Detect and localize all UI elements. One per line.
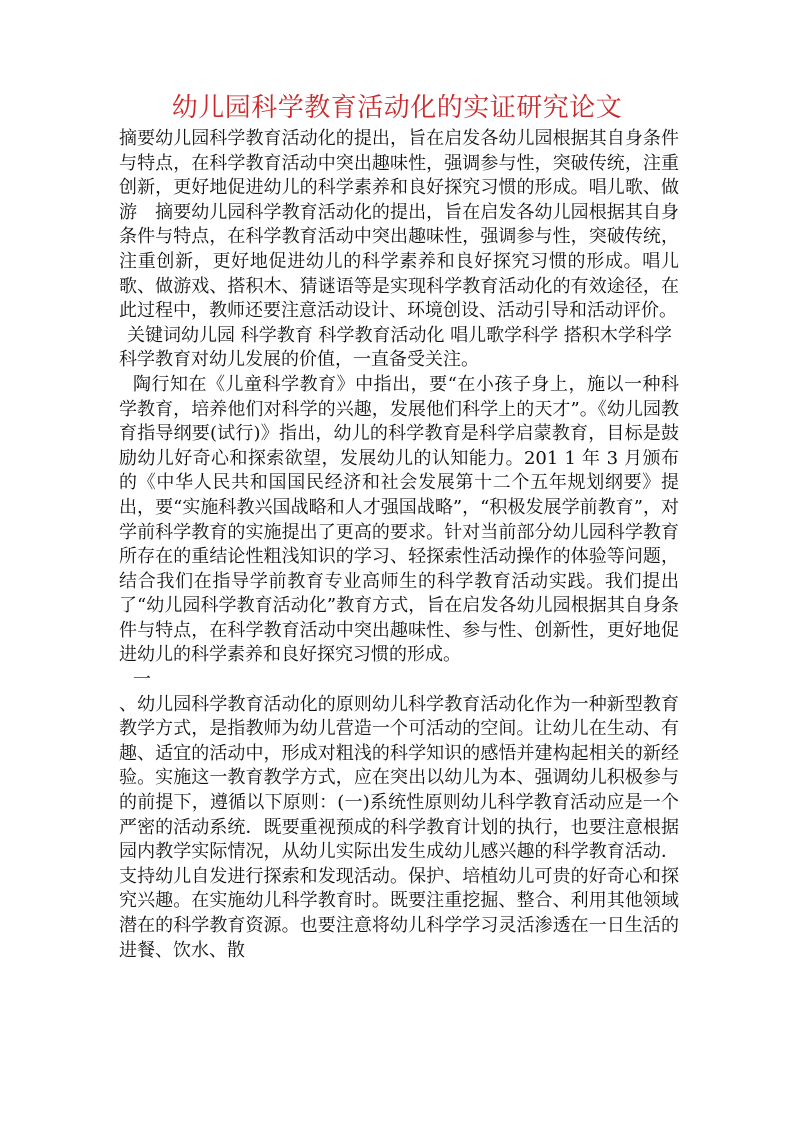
section-number: 一 bbox=[133, 669, 151, 691]
abstract-paragraph: 摘要幼儿园科学教育活动化的提出，旨在启发各幼儿园根据其自身条件与特点，在科学教育活动中突出趣味性，强调参与性，突破传统，注重创新，更好地促进幼儿的科学素养和良好探究习惯的形成。唱儿歌、做游 摘要幼儿园科学教育活动化的提出，旨在启发各幼儿园根据其自身条件与特点，在科学教育活动中突出趣味性，强调参与性，突破传统，注重创新，更好地促进幼儿的科学素养和良好探究习惯的形成。唱儿歌、做游戏、搭积木、猜谜语等是实现科学教育活动化的有效途径，在此过程中，教师还要注意活动设计、环境创设、活动引导和活动评价。 bbox=[119, 128, 679, 322]
body-paragraph: 、幼儿园科学教育活动化的原则幼儿科学教育活动化作为一种新型教育教学方式，是指教师为幼儿营造一个可活动的空间。让幼儿在生动、有趣、适宜的活动中，形成对粗浅的科学知识的感悟并建构起相关的新经验。实施这一教育教学方式，应在突出以幼儿为本、强调幼儿积极参与的前提下，遵循以下原则：(一)系统性原则幼儿科学教育活动应是一个严密的活动系统．既要重视预成的科学教育计划的执行，也要注意根据园内教学实际情况，从幼儿实际出发生成幼儿感兴趣的科学教育活动．支持幼儿自发进行探索和发现活动。保护、培植幼儿可贵的好奇心和探究兴趣。在实施幼儿科学教育时。既要注重挖掘、整合、利用其他领域潜在的科学教育资源。也要注意将幼儿科学学习灵活渗透在一日生活的进餐、饮水、散 bbox=[119, 693, 679, 961]
body-paragraph: 科学教育对幼儿发展的价值，一直备受关注。 bbox=[119, 349, 479, 371]
document-body bbox=[119, 127, 679, 963]
body-paragraph: 陶行知在《儿童科学教育》中指出，要“在小孩子身上，施以一种科学教育，培养他们对科学的兴趣，发展他们科学上的天才”。《幼儿园教育指导纲要(试行)》指出，幼儿的科学教育是科学启蒙教育，目标是鼓励幼儿好奇心和探索欲望，发展幼儿的认知能力。201 1 年 3 月颁布的《中华人民共和国国民经济和社会发展第十二个五年规划纲要》提出，要“实施科教兴国战略和人才强国战略”，“积极发展学前教育”，对学前科学教育的实施提出了更高的要求。针对当前部分幼儿园科学教育所存在的重结论性粗浅知识的学习、轻探索性活动操作的体验等问题，结合我们在指导学前教育专业高师生的科学教育活动实践。我们提出了“幼儿园科学教育活动化”教育方式，旨在启发各幼儿园根据其自身条件与特点，在科学教育活动中突出趣味性、参与性、创新性，更好地促进幼儿的科学素养和良好探究习惯的形成。 bbox=[119, 373, 679, 666]
keywords-paragraph: 关键词幼儿园 科学教育 科学教育活动化 唱儿歌学科学 搭积木学科学 bbox=[127, 324, 672, 346]
document-title: 幼儿园科学教育活动化的实证研究论文 bbox=[171, 93, 623, 123]
